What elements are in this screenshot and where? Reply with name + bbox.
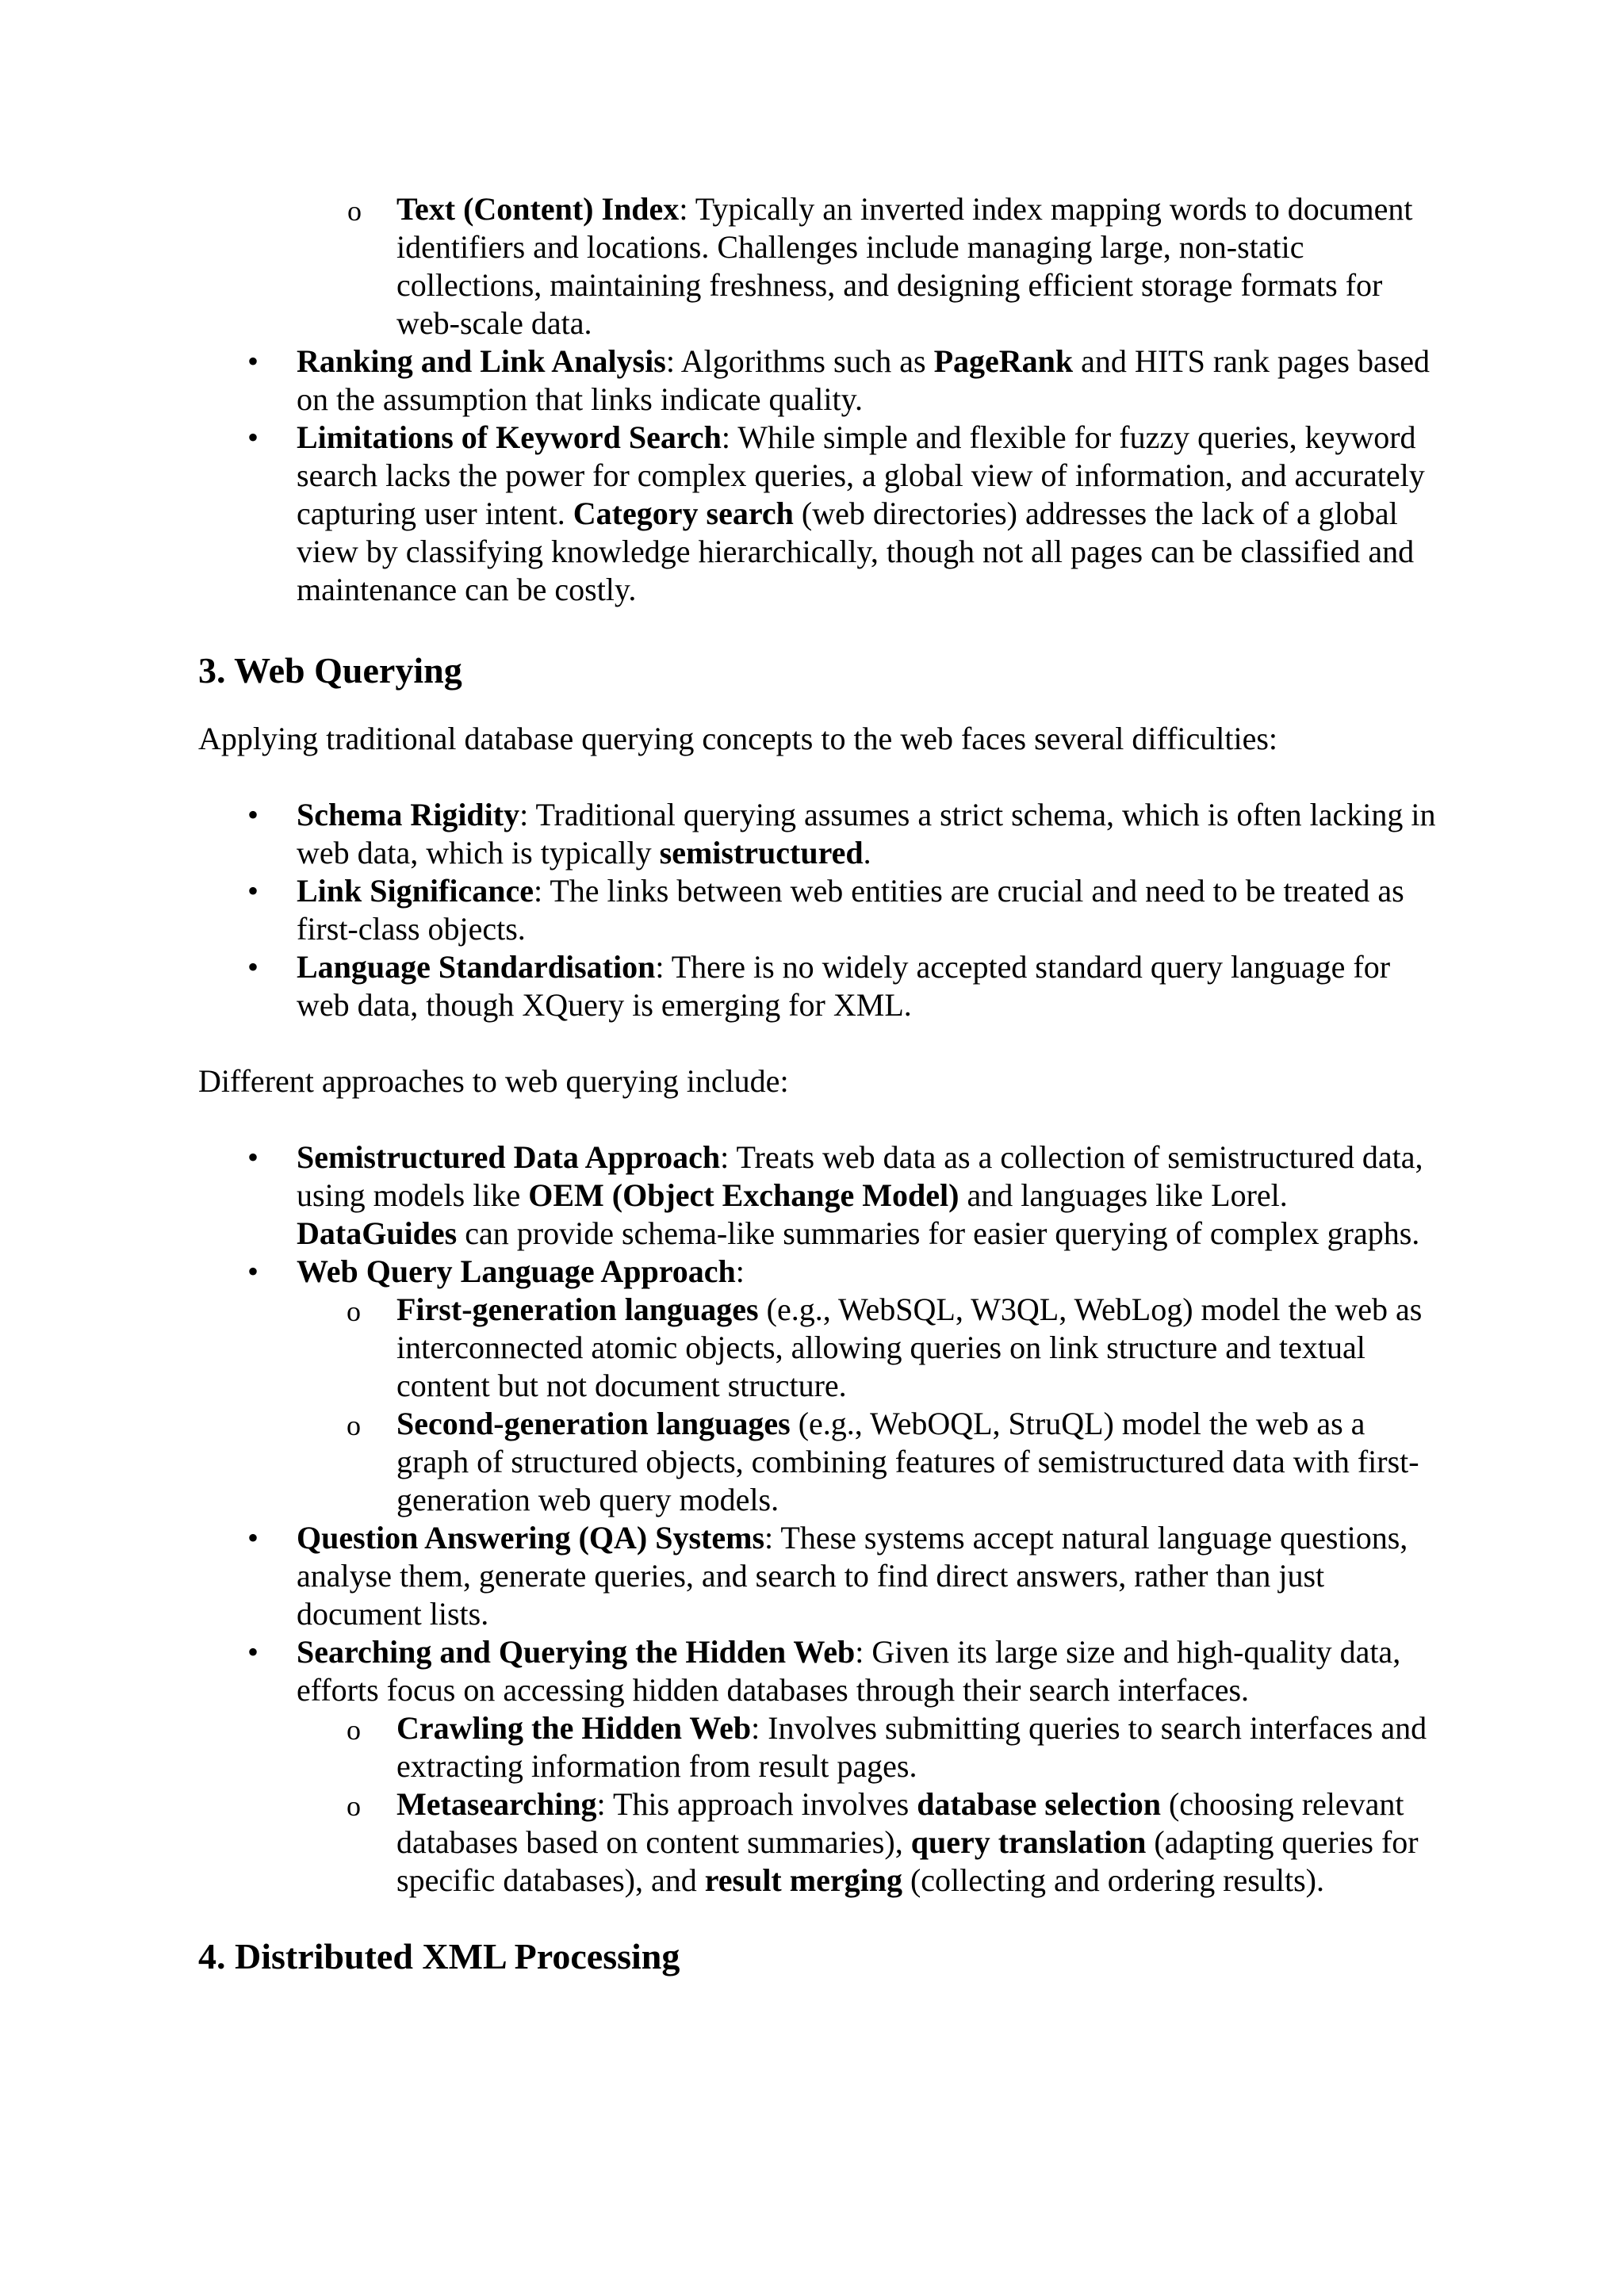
text: and languages like Lorel. [959,1177,1288,1213]
text: : Given its large size and high-quality data, efforts focus on accessing hidden databases through their search interfaces. [297,1634,1401,1708]
section-heading-distributed-xml: 4. Distributed XML Processing [198,1936,680,1976]
term-database-selection: database selection [917,1786,1161,1822]
text: (web directories) addresses the lack of a global view by classifying knowledge hierarchically, though not all pages can be classified and maintenance can be costly. [297,496,1415,607]
term-semistructured: semistructured [659,835,864,871]
list-item-qa-systems [198,1519,1443,1633]
list-item-semistructured-approach [198,1138,1443,1253]
text: (choosing relevant databases based on content summaries), [396,1786,1404,1860]
term-category-search: Category search [573,496,794,531]
term-web-query-language: Web Query Language Approach [297,1253,736,1289]
text: (e.g., WebSQL, W3QL, WebLog) model the web as interconnected atomic objects, allowing queries on link structure and textual content but not document structure. [396,1292,1423,1403]
term-oem: OEM (Object Exchange Model) [528,1177,959,1213]
list-item-crawling [297,1709,1443,1785]
term-ranking: Ranking and Link Analysis [297,343,666,379]
list-item-keyword-limitations [198,419,1443,609]
text: : The links between web entities are crucial and need to be treated as first-class objects. [297,873,1404,947]
text-index-description: : Typically an inverted index mapping words to document identifiers and locations. Challenges include managing large, non-static collections, maintaining freshness, and designing efficient storage formats for web-scale data. [396,191,1413,341]
text: can provide schema-like summaries for easier querying of complex graphs. [457,1215,1420,1251]
text: : Traditional querying assumes a strict schema, which is often lacking in web data, which is typically [297,797,1436,871]
text: (e.g., WebOQL, StruQL) model the web as a graph of structured objects, combining features of semistructured data with first-generation web query models. [396,1406,1419,1517]
term-link-significance: Link Significance [297,873,534,909]
term-hidden-web: Searching and Querying the Hidden Web [297,1634,856,1670]
term-keyword-limitations: Limitations of Keyword Search [297,419,722,455]
continued-bullet-list [198,342,1443,609]
document-page [198,190,1443,1979]
approaches-intro-paragraph: Different approaches to web querying include: [198,1063,789,1099]
list-item-link-significance [198,872,1443,948]
text: : These systems accept natural language questions, analyse them, generate queries, and search to find direct answers, rather than just document lists. [297,1520,1408,1632]
hidden-web-sublist [297,1709,1443,1900]
list-item-first-generation [297,1291,1443,1405]
list-item-text-index [198,190,1443,342]
text: : Algorithms such as [665,343,934,379]
text: : Involves submitting queries to search interfaces and extracting information from result pages. [396,1710,1427,1784]
text: : While simple and flexible for fuzzy queries, keyword search lacks the power for complex queries, a global view of information, and accurately capturing user intent. [297,419,1425,531]
continued-sublist [198,190,1443,342]
text: (collecting and ordering results). [902,1862,1324,1898]
text: : This approach involves [596,1786,917,1822]
list-item-ranking [198,342,1443,419]
term-first-generation: First-generation languages [396,1292,759,1327]
term-crawling: Crawling the Hidden Web [396,1710,752,1746]
term-query-translation: query translation [910,1824,1147,1860]
text: and HITS rank pages based on the assumption that links indicate quality. [297,343,1431,417]
term-text-index: Text (Content) Index [396,191,680,227]
list-item-metasearching [297,1785,1443,1900]
text: . [863,835,871,871]
term-language-standardisation: Language Standardisation [297,949,656,985]
approaches-list [198,1138,1443,1900]
term-schema-rigidity: Schema Rigidity [297,797,520,832]
text: : [735,1253,745,1289]
list-item-hidden-web [198,1633,1443,1900]
intro-paragraph: Applying traditional database querying concepts to the web faces several difficulties: [198,721,1278,756]
text: (adapting queries for specific databases), and [396,1824,1419,1898]
term-result-merging: result merging [704,1862,902,1898]
term-qa-systems: Question Answering (QA) Systems [297,1520,765,1556]
term-pagerank: PageRank [933,343,1074,379]
term-semistructured-approach: Semistructured Data Approach [297,1139,721,1175]
list-item-web-query-language [198,1253,1443,1519]
term-second-generation: Second-generation languages [396,1406,791,1441]
text: : There is no widely accepted standard query language for web data, though XQuery is emerging for XML. [297,949,1391,1023]
term-metasearching: Metasearching [396,1786,597,1822]
term-dataguides: DataGuides [297,1215,458,1251]
difficulties-list [198,796,1443,1024]
text: : Treats web data as a collection of semistructured data, using models like [297,1139,1423,1213]
list-item-language-standardisation [198,948,1443,1024]
list-item-second-generation [297,1405,1443,1519]
section-heading-web-querying: 3. Web Querying [198,650,462,691]
wql-sublist [297,1291,1443,1519]
list-item-schema-rigidity [198,796,1443,872]
